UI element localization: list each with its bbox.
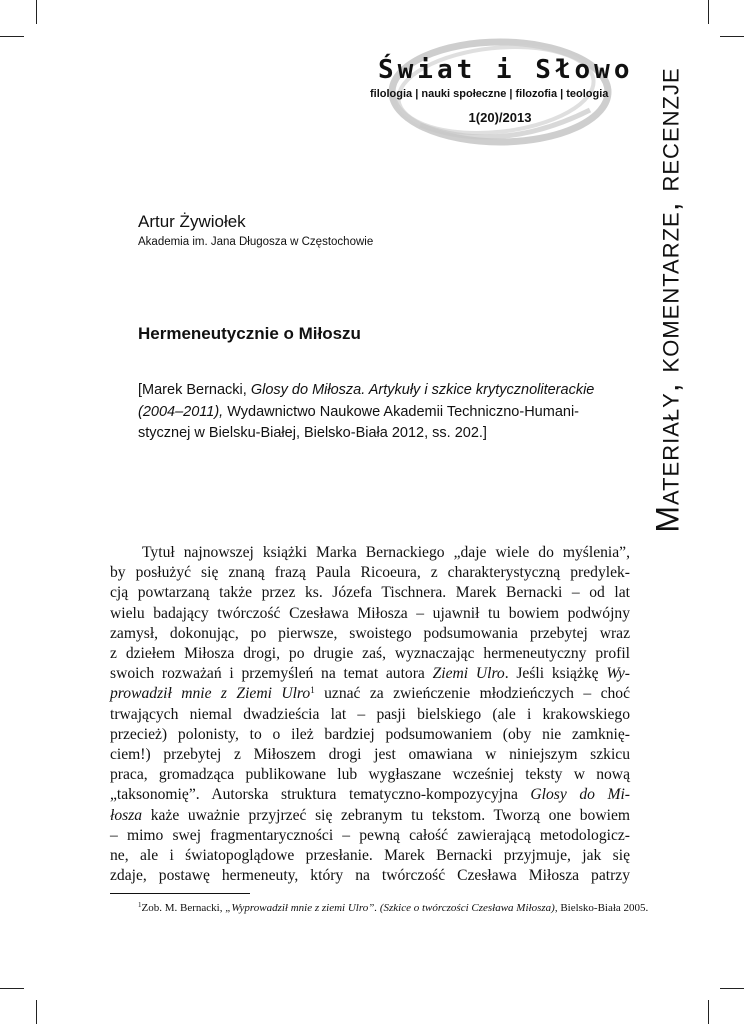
- body-line: zdaje, postawę hermeneuty, który na twórczość Czesława Miłosza patrzy: [110, 867, 630, 885]
- body-line: – mimo swej fragmentaryczności – pewną całość zawierającą metodologicz-: [110, 826, 630, 844]
- crop-mark: [708, 1000, 709, 1024]
- section-heading: [640, 50, 696, 550]
- footnote-title: „Wyprowadził mnie z ziemi Ulro”. (Szkice o twórczości Czesława Miłosza): [225, 902, 555, 914]
- journal-masthead: [350, 30, 640, 150]
- citation-text: Wydawnictwo Naukowe Akademii Techniczno-Humani-: [223, 403, 579, 420]
- crop-mark: [36, 1000, 37, 1024]
- citation-text: stycznej w Bielsku-Białej, Bielsko-Biała 2012, ss. 202.]: [138, 425, 487, 441]
- body-line: cją powtarzaną także przez ks. Józefa Tischnera. Marek Bernacki – od lat: [110, 584, 630, 602]
- footnote-text: , Bielsko-Biała 2005.: [554, 902, 649, 914]
- author-name: Artur Żywiołek: [138, 212, 246, 231]
- body-line: przecież) polonisty, to o ileż bardziej podsumowaniem (oby nie zamknię-: [110, 725, 630, 743]
- body-line: ciem!) przebytej z Miłoszem drogi jest omawiana w niniejszym szkicu: [110, 746, 630, 764]
- body-line: Tytuł najnowszej książki Marka Bernackiego „daje wiele do myślenia”,: [142, 544, 630, 561]
- footnote: [138, 901, 649, 914]
- body-line: swoich rozważań i przemyśleń na temat autora Ziemi Ulro. Jeśli książkę Wy-: [110, 665, 630, 683]
- crop-mark: [0, 988, 24, 989]
- body-line: zamysł, dokonując, po pierwsze, swoistego podsumowania przebytej wraz: [110, 624, 630, 642]
- author-affiliation: Akademia im. Jana Długosza w Częstochowie: [138, 236, 374, 248]
- article-title: Hermeneutycznie o Miłoszu: [138, 324, 361, 343]
- crop-mark: [720, 988, 744, 989]
- crop-mark: [36, 0, 37, 24]
- body-line: wielu badający twórczość Czesława Miłosza – ujawnił tu bowiem podwójny: [110, 604, 630, 622]
- body-line: praca, gromadząca publikowane lub wygłaszane wcześniej teksty w nową: [110, 766, 630, 784]
- crop-mark: [0, 36, 24, 37]
- journal-issue: 1(20)/2013: [468, 110, 532, 125]
- crop-mark: [720, 36, 744, 37]
- body-paragraph: [110, 543, 630, 886]
- body-line: łosza każe uważnie przyjrzeć się zebranym tu tekstom. Tworzą one bowiem: [110, 806, 630, 824]
- body-line: by posłużyć się znaną frazą Paula Ricoeura, z charakterystyczną predylek-: [110, 564, 630, 582]
- body-line: „taksonomię”. Autorska struktura tematyczno-kompozycyjna Glosy do Mi-: [110, 786, 630, 804]
- footnote-mark: 1: [138, 901, 142, 909]
- citation-text: [Marek Bernacki,: [138, 382, 251, 398]
- body-line: prowadził mnie z Ziemi Ulro$^1$ uznać za zwieńczenie młodzieńczych – choć: [110, 685, 631, 703]
- book-title: Glosy do Miłosza. Artykuły i szkice krytycznoliterackie: [250, 382, 595, 398]
- footnote-ref[interactable]: 1: [310, 685, 315, 696]
- body-line: trwających niemal dwadzieścia lat – pasji bielskiego (ale i krakowskiego: [110, 705, 630, 723]
- journal-disciplines: filologia | nauki społeczne | filozofia | teologia: [370, 88, 609, 100]
- reviewed-work-citation: [138, 380, 618, 445]
- footnote-rule: [110, 893, 250, 894]
- body-line: ne, ale i światopoglądowe przesłanie. Marek Bernacki przyjmuje, jak się: [110, 847, 630, 865]
- crop-mark: [708, 0, 709, 24]
- book-title-years: (2004–2011),: [138, 403, 224, 420]
- footnote-text: Zob. M. Bernacki,: [141, 902, 226, 914]
- section-heading-text: Materiały, komentarze, recenzje: [649, 67, 686, 533]
- body-line: z dziełem Miłosza drogi, po drugie zaś, wyznaczając hermeneutyczny profil: [110, 645, 630, 663]
- journal-title: Świat i Słowo: [378, 55, 634, 85]
